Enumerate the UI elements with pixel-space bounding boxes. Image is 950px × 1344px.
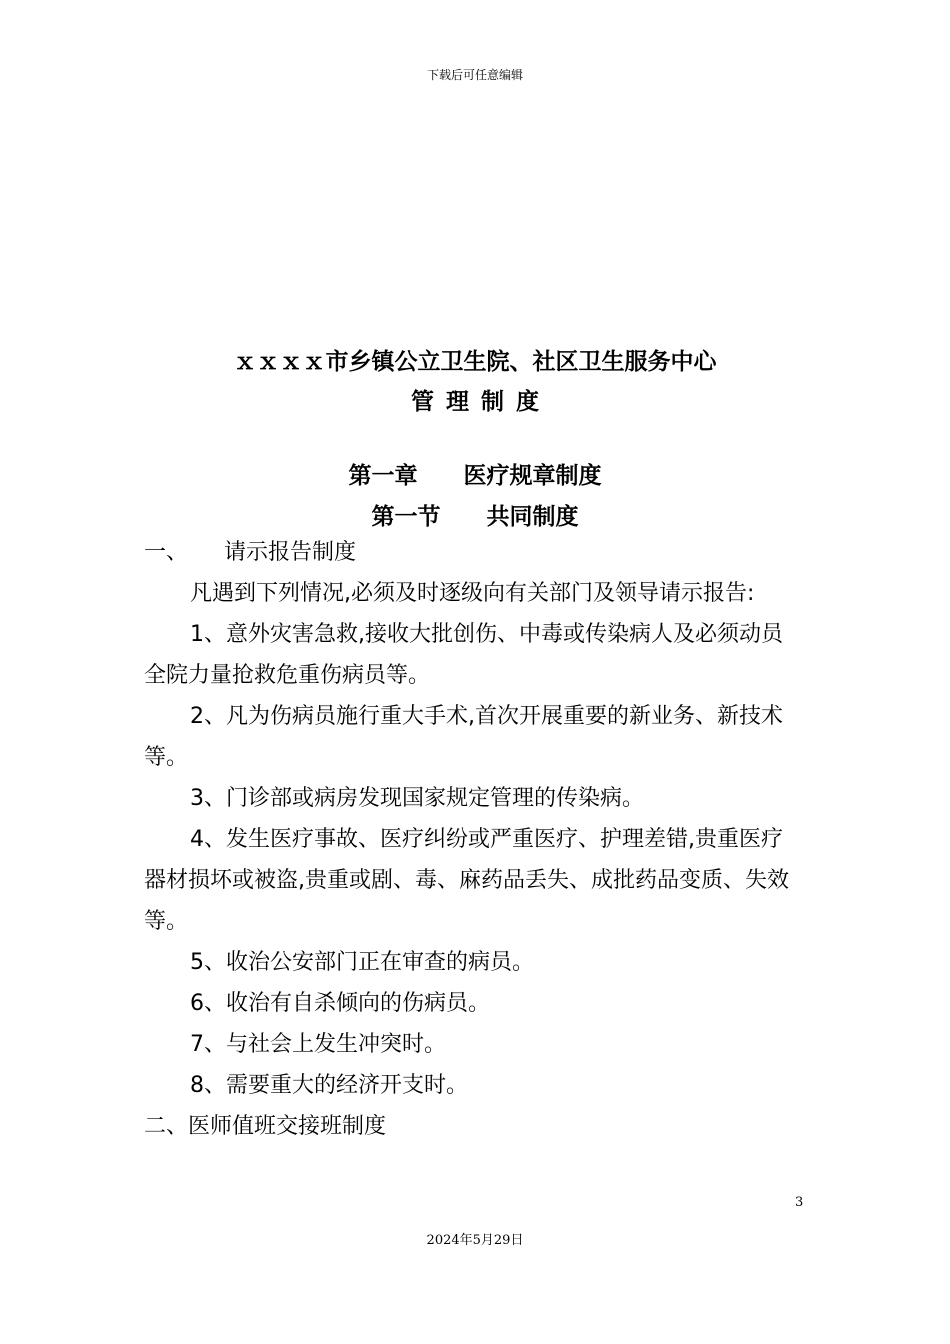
section-number: 第一节 <box>371 504 441 530</box>
chapter-heading <box>0 457 950 490</box>
list-item: 5、收治公安部门正在审查的病员。 <box>190 950 534 975</box>
list-item: 6、收治有自杀倾向的伤病员。 <box>190 991 490 1016</box>
list-item: 2、凡为伤病员施行重大手术,首次开展重要的新业务、新技术等。 <box>144 704 783 770</box>
section-heading <box>0 498 950 531</box>
section-name: 共同制度 <box>486 504 579 530</box>
document-subtitle: 管理制度 <box>411 389 551 415</box>
intro-paragraph: 凡遇到下列情况,必须及时逐级向有关部门及领导请示报告: <box>190 581 755 606</box>
item-heading-1-number: 一、 <box>144 540 189 565</box>
footer-date: 2024年5月29日 <box>426 1233 524 1248</box>
header-note: 下载后可任意编辑 <box>426 68 523 82</box>
chapter-number: 第一章 <box>348 463 418 489</box>
chapter-name: 医疗规章制度 <box>463 463 602 489</box>
document-title: ｘｘｘｘ市乡镇公立卫生院、社区卫生服务中心 <box>233 349 717 375</box>
list-item: 4、发生医疗事故、医疗纠纷或严重医疗、护理差错,贵重医疗器材损坏或被盗,贵重或剧、毒、麻药品丢失、成批药品变质、失效等。 <box>144 827 789 934</box>
list-item: 7、与社会上发生冲突时。 <box>190 1032 446 1057</box>
item-heading-2: 二、医师值班交接班制度 <box>144 1114 387 1139</box>
list-item: 1、意外灾害急救,接收大批创伤、中毒或传染病人及必须动员全院力量抢救危重伤病员等。 <box>144 622 783 688</box>
document-body <box>144 532 796 1147</box>
item-heading-1 <box>144 532 796 573</box>
page-number: 3 <box>795 1195 804 1210</box>
item-heading-1-text: 请示报告制度 <box>224 540 357 565</box>
list-item: 8、需要重大的经济开支时。 <box>190 1073 468 1098</box>
list-item: 3、门诊部或病房发现国家规定管理的传染病。 <box>190 786 644 811</box>
